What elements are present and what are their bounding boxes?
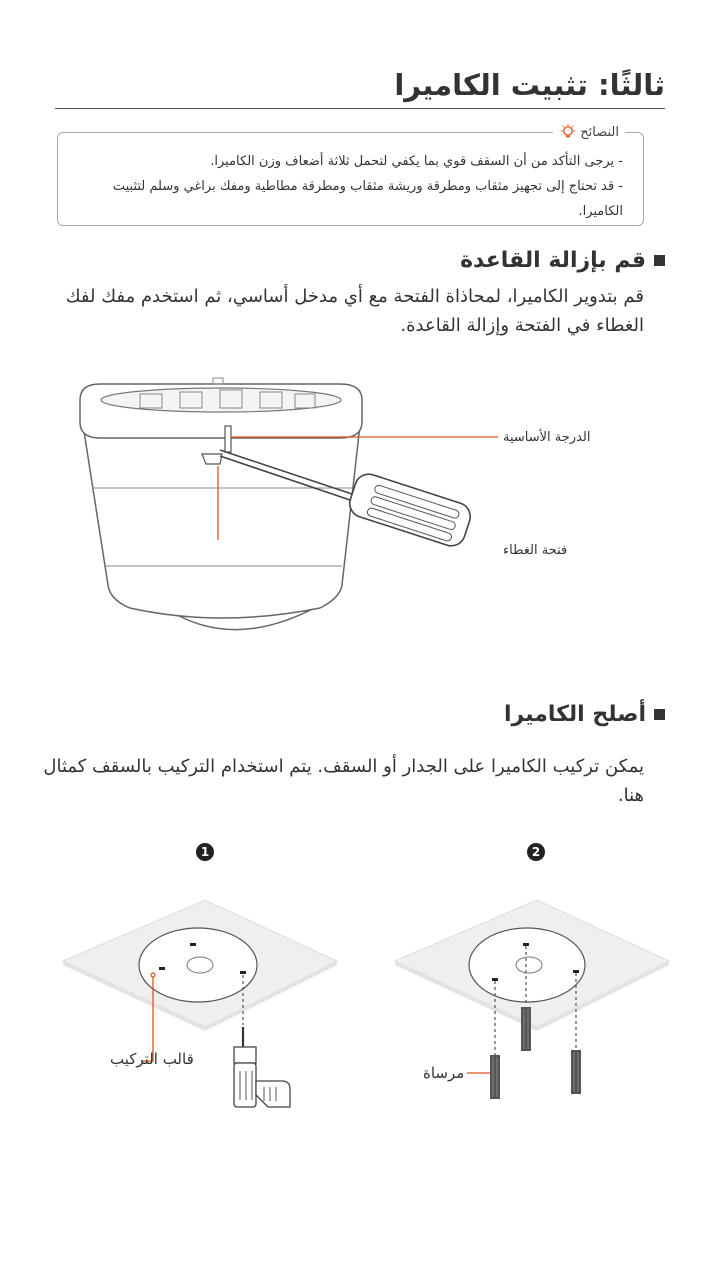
section-heading-remove-base — [460, 248, 665, 273]
anchor-1 — [490, 1055, 500, 1099]
section1-heading-text: قم بإزالة القاعدة — [460, 248, 646, 273]
ceiling-drill-illustration — [60, 895, 340, 1115]
bullet-square-icon — [654, 255, 665, 266]
tips-label: النصائح — [580, 124, 619, 140]
step-number-2: 2 — [527, 843, 545, 861]
callout-mounting-template: قالب التركيب — [110, 1050, 194, 1068]
section1-body: قم بتدوير الكاميرا، لمحاذاة الفتحة مع أي مدخل أساسي، ثم استخدم مفك لفك الغطاء في الفتحة وإزالة القاعدة. — [65, 286, 644, 336]
tip-line-2: - قد تحتاج إلى تجهيز مثقاب ومطرقة وريشة مثقاب ومطرقة مطاطية ومفك براغي وسلم لتثبيت الكاميرا. — [112, 179, 623, 219]
page-title: ثالثًا: تثبيت الكاميرا — [55, 68, 665, 109]
anchor-2 — [521, 1007, 531, 1051]
section2-body: يمكن تركيب الكاميرا على الجدار أو السقف. يتم استخدام التركيب بالسقف كمثال هنا. — [43, 756, 644, 806]
anchor-3 — [571, 1050, 581, 1094]
tips-header — [553, 123, 625, 141]
step-number-1: 1 — [196, 843, 214, 861]
tip-line-1: - يرجى التأكد من أن السقف قوي بما يكفي لتحمل ثلاثة أضعاف وزن الكاميرا. — [210, 154, 623, 169]
callout-anchor: مرساة — [423, 1064, 465, 1082]
callout-base-mark: الدرجة الأساسية — [503, 430, 591, 445]
camera-removal-illustration — [70, 370, 610, 650]
tips-text — [76, 149, 623, 224]
bullet-square-icon — [654, 709, 665, 720]
ceiling-anchor-illustration — [392, 895, 672, 1115]
section2-heading-text: أصلح الكاميرا — [504, 702, 646, 727]
callout-cover-slot: فتحة الغطاء — [503, 543, 568, 558]
tips-box — [57, 124, 644, 226]
lightbulb-icon — [559, 123, 577, 141]
section-heading-fix-camera — [504, 702, 665, 727]
